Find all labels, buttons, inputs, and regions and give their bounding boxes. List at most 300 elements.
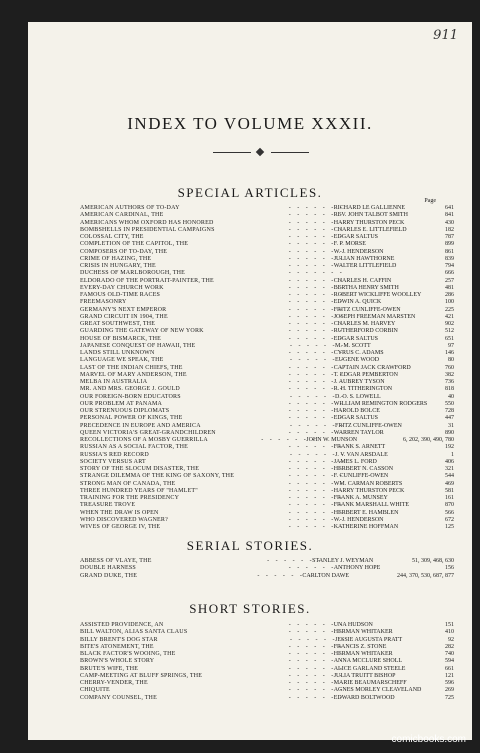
index-entry xyxy=(80,473,454,480)
index-entry xyxy=(80,357,454,364)
entry-author: HAROLD BOLCE xyxy=(333,408,380,414)
entry-author: HARRY THURSTON PECK xyxy=(333,219,405,226)
ornamental-divider xyxy=(213,148,309,156)
index-entry xyxy=(80,502,454,509)
entry-author: T. EDGAR PEMBERTON xyxy=(333,371,398,378)
entry-author: W. J. HENDERSON xyxy=(333,516,384,523)
entry-author: UNA HUDSON xyxy=(333,622,373,628)
index-entry xyxy=(80,459,454,466)
index-entry xyxy=(80,488,454,495)
leader-dashes: - - - - - - - xyxy=(257,572,311,579)
entry-title: JAPANESE CONQUEST OF HAWAII, THE xyxy=(80,342,196,349)
entry-title: OUR FOREIGN-BORN EDUCATORS xyxy=(80,393,181,400)
entry-author: CHARLES M. HARVEY xyxy=(333,321,396,327)
entry-author: JESSIE AUGUSTA PRATT xyxy=(335,636,403,643)
index-entry xyxy=(80,328,454,335)
entry-page-number: 672 xyxy=(445,516,454,523)
leader-dashes: - - - - - - - xyxy=(288,658,343,665)
entry-page-number: 269 xyxy=(445,687,454,694)
entry-author: J. V. VAN ARSDALE xyxy=(335,451,388,458)
entry-page-number: 861 xyxy=(445,248,454,255)
leader-dashes: - - - - - - - xyxy=(288,263,343,269)
section-heading-serial: SERIAL STORIES. xyxy=(186,538,314,553)
entry-page-number: 870 xyxy=(445,502,454,509)
entry-page-number: 581 xyxy=(445,487,454,494)
leader-dashes: - - - - - - - xyxy=(267,558,321,564)
leader-dashes: - - - - - - - xyxy=(290,393,344,400)
leader-dashes: - - - - - - - xyxy=(288,415,343,422)
leader-dashes: - - - - - - - xyxy=(288,680,343,686)
index-entry xyxy=(80,401,454,408)
entry-author: FRANK S. ARNETT xyxy=(333,444,386,451)
index-entry xyxy=(80,336,454,343)
leader-dashes: - - - - - - - xyxy=(288,458,343,465)
index-entry xyxy=(80,666,454,673)
index-entry xyxy=(80,415,454,422)
entry-author: WARREN TAYLOR xyxy=(333,429,384,436)
index-entry xyxy=(80,307,454,314)
page-column-label: Page xyxy=(424,198,436,204)
entry-page-number: 594 xyxy=(445,658,454,665)
entry-author: EDGAR SALTUS xyxy=(333,234,378,240)
leader-dashes: - - - - - - - xyxy=(290,357,344,364)
leader-dashes: - - - - - - - xyxy=(288,429,343,436)
index-entry xyxy=(80,256,454,263)
leader-dashes: - - - - - - - xyxy=(288,408,343,414)
leader-dashes: - - - - - - - xyxy=(288,255,343,262)
entry-author: EDWARD BOLTWOOD xyxy=(333,694,395,701)
leader-dashes: - - - - - - - xyxy=(288,248,343,255)
entry-author: FRANK MARSHALL WHITE xyxy=(333,502,410,509)
entry-page-number: 92 xyxy=(448,636,454,643)
entry-page-number: 321 xyxy=(445,466,454,472)
index-entry xyxy=(80,220,454,227)
entry-author: ALICE GARLAND STEELE xyxy=(333,665,406,672)
entry-author xyxy=(334,270,445,277)
index-entry xyxy=(80,481,454,488)
entry-page-number: 382 xyxy=(445,371,454,378)
entry-title: BRUTE'S WIFE, THE xyxy=(80,665,139,672)
index-entry xyxy=(80,452,454,459)
entry-page-number: 80 xyxy=(448,357,454,364)
index-entry xyxy=(80,212,454,219)
entry-page-number: 740 xyxy=(445,651,454,657)
entry-title: HOUSE OF BISMARCK, THE xyxy=(80,335,161,342)
entry-page-number: 794 xyxy=(445,263,454,269)
entry-author: F. P. MORSE xyxy=(333,241,366,248)
index-entry xyxy=(80,651,454,658)
entry-title: SOCIETY VERSUS ART xyxy=(80,458,146,465)
entry-author: JAMES L. FORD xyxy=(333,458,377,465)
index-entry xyxy=(80,565,454,572)
entry-page-number: 818 xyxy=(445,386,454,393)
entry-author: D. O. S. LOWELL xyxy=(335,393,381,400)
leader-dashes: - - - - - - - xyxy=(288,694,343,701)
index-entry xyxy=(80,234,454,241)
entry-author: FRITZ CUNLIFFE-OWEN xyxy=(335,422,402,429)
section-heading-special: SPECIAL ARTICLES. xyxy=(177,185,323,200)
leader-dashes: - - - - - - - xyxy=(261,437,315,443)
index-entry xyxy=(80,444,454,451)
special-articles-list xyxy=(80,205,454,531)
index-entry xyxy=(80,629,454,636)
entry-title: RECOLLECTIONS OF A MOSBY GUERRILLA xyxy=(80,437,208,443)
leader-dashes: - - - - - - - xyxy=(288,487,343,494)
entry-page-number: 161 xyxy=(445,495,454,501)
entry-title: DUCHESS OF MARLBOROUGH, THE xyxy=(80,270,185,277)
entry-title: STRANGE DILEMMA OF THE KING OF SAXONY, THE xyxy=(80,473,235,480)
index-entry xyxy=(80,299,454,306)
entry-title: CRIME OF HAZING, THE xyxy=(80,255,152,262)
leader-dashes: - - - - - - - xyxy=(288,284,343,291)
entry-author: MARIE BEAUMARSCHEFF xyxy=(333,680,407,686)
entry-title: QUEEN VICTORIA'S GREAT-GRANDCHILDREN xyxy=(80,429,216,436)
watermark: comicbooks.com xyxy=(391,734,466,745)
entry-page-number: 760 xyxy=(445,364,454,371)
entry-author: ANNA MCCLURE SHOLL xyxy=(333,658,403,665)
entry-title: AMERICAN CARDINAL, THE xyxy=(80,212,164,219)
index-entry xyxy=(80,510,454,517)
entry-author: J. AUBREY TYSON xyxy=(333,379,385,385)
entry-page-number: 430 xyxy=(445,219,454,226)
index-entry xyxy=(80,343,454,350)
leader-dashes: - - - - - - - xyxy=(288,219,343,226)
entry-page-number: 151 xyxy=(445,622,454,628)
entry-title: GUARDING THE GATEWAY OF NEW YORK xyxy=(80,328,204,335)
entry-title: RUSSIA'S RED RECORD xyxy=(80,451,149,458)
index-entry xyxy=(80,673,454,680)
index-entry xyxy=(80,386,454,393)
leader-dashes: - - - - - - - xyxy=(288,672,343,679)
entry-title: COMPANY COUNSEL, THE xyxy=(80,694,157,701)
entry-author: WALTER LITTLEFIELD xyxy=(333,263,397,269)
leader-dashes: - - - - - - - xyxy=(288,234,343,240)
leader-dashes: - - - - - - - xyxy=(288,473,343,480)
entry-title: LANGUAGE WE SPEAK, THE xyxy=(80,357,164,364)
entry-title: BROWN'S WHOLE STORY xyxy=(80,658,155,665)
entry-author: JULIA TRUITT BISHOP xyxy=(333,672,396,679)
entry-page-number: 282 xyxy=(445,643,454,650)
index-entry xyxy=(80,517,454,524)
leader-dashes: - - - - - - - xyxy=(288,364,343,371)
entry-page-number: 544 xyxy=(445,473,454,480)
leader-dashes: - - - - - - - xyxy=(288,241,343,248)
entry-title: GRAND CIRCUIT IN 1904, THE xyxy=(80,313,168,320)
leader-dashes: - - - - - - - xyxy=(288,205,343,211)
entry-page-number: 125 xyxy=(445,524,454,530)
leader-dashes: - - - - - - - xyxy=(288,502,343,509)
entry-author: FRANK A. MUNSEY xyxy=(333,495,388,501)
entry-title: STORY OF THE SLOCUM DISASTER, THE xyxy=(80,466,200,472)
index-entry xyxy=(80,321,454,328)
leader-dashes: - - - - - - - xyxy=(288,306,343,313)
leader-dashes: - - - - - - - xyxy=(288,371,343,378)
index-entry xyxy=(80,622,454,629)
entry-title: CHIQUITE xyxy=(80,687,110,694)
entry-author: HERMAN WHITAKER xyxy=(333,629,393,636)
entry-page-number: 902 xyxy=(445,321,454,327)
index-entry xyxy=(80,430,454,437)
entry-page-number: 651 xyxy=(445,335,454,342)
entry-title: TREASURE TROVE xyxy=(80,502,136,509)
entry-author: HERBERT E. HAMBLEN xyxy=(333,509,399,516)
entry-title: FAMOUS OLD-TIME RACES xyxy=(80,292,161,298)
entry-title: FREEMASONRY xyxy=(80,299,127,306)
leader-dashes: - - - - - - - xyxy=(290,342,344,349)
entry-title: COMPLETION OF THE CAPITOL, THE xyxy=(80,241,189,248)
entry-author: EUGENE WOOD xyxy=(335,357,380,364)
leader-dashes: - - - - - - - xyxy=(288,687,343,694)
leader-dashes: - - - - - - - xyxy=(288,400,343,407)
entry-page-number: 1 xyxy=(451,451,454,458)
entry-page-number: 787 xyxy=(445,234,454,240)
entry-author: EDGAR SALTUS xyxy=(333,415,378,422)
index-entry xyxy=(80,350,454,357)
entry-author: CAPTAIN JACK CRAWFORD xyxy=(333,364,411,371)
index-entry xyxy=(80,466,454,473)
entry-title: ELDORADO OF THE PORTRAIT-PAINTER, THE xyxy=(80,277,214,284)
leader-dashes: - - - - - - - xyxy=(288,643,343,650)
entry-title: CAMP-MEETING AT BLUFF SPRINGS, THE xyxy=(80,672,203,679)
entry-author: FRITZ CUNLIFFE-OWEN xyxy=(333,306,401,313)
entry-author: EDWIN A. QUICK xyxy=(333,299,382,306)
index-entry xyxy=(80,292,454,299)
entry-page-number: 447 xyxy=(445,415,454,422)
index-page xyxy=(28,22,472,740)
index-entry xyxy=(80,558,454,565)
entry-page-number: 156 xyxy=(445,565,454,572)
leader-dashes: - - - - - - - xyxy=(290,636,344,643)
entry-author: CHARLES H. CAFFIN xyxy=(333,277,392,284)
entry-page-number: 512 xyxy=(445,328,454,335)
entry-title: LANDS STILL UNKNOWN xyxy=(80,350,155,356)
entry-title: GRAND DUKE, THE xyxy=(80,572,138,579)
entry-page-number: 146 xyxy=(445,350,454,356)
leader-dashes: - - - - - - - xyxy=(288,516,343,523)
leader-dashes: - - - - - - - xyxy=(288,321,343,327)
leader-dashes: - - - - - - - xyxy=(288,350,343,356)
short-stories-list xyxy=(80,622,454,702)
entry-title: RUSSIAN AS A SOCIAL FACTOR, THE xyxy=(80,444,189,451)
entry-author: RUTHERFORD CORBIN xyxy=(333,328,398,335)
entry-title: PRECEDENCE IN EUROPE AND AMERICA xyxy=(80,422,201,429)
entry-title: BOMBSHELLS IN PRESIDENTIAL CAMPAIGNS xyxy=(80,226,215,233)
leader-dashes: - - - - - - - xyxy=(288,212,343,219)
entry-title: PERSONAL POWER OF KINGS, THE xyxy=(80,415,183,422)
index-entry xyxy=(80,205,454,212)
entry-author: RICHARD LE GALLIENNE xyxy=(333,205,406,211)
index-entry xyxy=(80,423,454,430)
entry-title: WIVES OF GEORGE IV, THE xyxy=(80,524,161,530)
entry-title: GERMANY'S NEXT EMPEROR xyxy=(80,306,167,313)
entry-page-number: 841 xyxy=(445,212,454,219)
entry-page-number: 192 xyxy=(445,444,454,451)
entry-page-number: 661 xyxy=(445,665,454,672)
entry-author: FRANCIS Z. STONE xyxy=(333,643,387,650)
entry-page-number: 666 xyxy=(445,270,454,277)
entry-author: R. H. TITHERINGTON xyxy=(333,386,393,393)
entry-author: HERBERT N. CASSON xyxy=(333,466,394,472)
entry-title: TRAINING FOR THE PRESIDENCY xyxy=(80,495,180,501)
index-entry xyxy=(80,241,454,248)
entry-title: MARVEL OF MARY ANDERSON, THE xyxy=(80,371,187,378)
index-entry xyxy=(80,658,454,665)
entry-author: HERMAN WHITAKER xyxy=(333,651,393,657)
page-title: INDEX TO VOLUME XXXII. xyxy=(127,114,373,133)
leader-dashes: - - - - - - - xyxy=(288,292,343,298)
entry-title: OUR STRENUOUS DIPLOMATS xyxy=(80,408,170,414)
entry-title: BITE'S ATONEMENT, THE xyxy=(80,643,154,650)
leader-dashes: - - - - - - - xyxy=(288,444,343,451)
index-entry xyxy=(80,249,454,256)
entry-page-number: 6, 202, 390, 490, 780 xyxy=(403,437,454,443)
leader-dashes: - - - - - - - xyxy=(288,270,343,277)
index-entry xyxy=(80,680,454,687)
index-entry xyxy=(80,394,454,401)
leader-dashes: - - - - - - - xyxy=(290,451,344,458)
entry-author: BERTHA HENRY SMITH xyxy=(333,284,399,291)
entry-page-number: 481 xyxy=(445,284,454,291)
entry-author: ROBERT WICKLIFFE WOOLLEY xyxy=(333,292,422,298)
entry-author: EDGAR SALTUS xyxy=(333,335,378,342)
entry-title: AMERICANS WHOM OXFORD HAS HONORED xyxy=(80,219,214,226)
entry-page-number: 899 xyxy=(445,241,454,248)
entry-author: WM. CARMAN ROBERTS xyxy=(333,480,403,487)
index-entry xyxy=(80,314,454,321)
leader-dashes: - - - - - - - xyxy=(288,651,343,657)
entry-author: JOHN W. MUNSON xyxy=(306,437,358,443)
entry-author: CHARLES E. LITTLEFIELD xyxy=(333,226,407,233)
leader-dashes: - - - - - - - xyxy=(288,313,343,320)
leader-dashes: - - - - - - - xyxy=(288,466,343,472)
entry-author: WILLIAM REMINGTON RODGERS xyxy=(333,400,428,407)
leader-dashes: - - - - - - - xyxy=(288,480,343,487)
entry-title: ASSISTED PROVIDENCE, AN xyxy=(80,622,164,628)
index-entry xyxy=(80,495,454,502)
entry-page-number: 286 xyxy=(445,292,454,298)
leader-dashes: - - - - - - - xyxy=(288,665,343,672)
index-entry xyxy=(80,270,454,277)
entry-author: W. J. HENDERSON xyxy=(333,248,384,255)
entry-page-number: 121 xyxy=(445,672,454,679)
leader-dashes: - - - - - - - xyxy=(288,328,343,335)
index-entry xyxy=(80,687,454,694)
entry-page-number: 97 xyxy=(448,342,454,349)
leader-dashes: - - - - - - - xyxy=(290,422,344,429)
entry-page-number: 421 xyxy=(445,313,454,320)
entry-page-number: 596 xyxy=(445,680,454,686)
leader-dashes: - - - - - - - xyxy=(288,565,343,572)
entry-title: LAST OF THE INDIAN CHIEFS, THE xyxy=(80,364,183,371)
entry-title: MELBA IN AUSTRALIA xyxy=(80,379,148,385)
entry-title: MR. AND MRS. GEORGE J. GOULD xyxy=(80,386,180,393)
entry-title: GREAT SOUTHWEST, THE xyxy=(80,321,156,327)
entry-author: M. M. SCOTT xyxy=(335,342,371,349)
entry-title: STRONG MAN OF CANADA, THE xyxy=(80,480,176,487)
leader-dashes: - - - - - - - xyxy=(288,524,343,530)
entry-title: OUR PROBLEM AT PANAMA xyxy=(80,400,163,407)
entry-page-number: 839 xyxy=(445,255,454,262)
entry-page-number: 225 xyxy=(445,306,454,313)
entry-page-number: 890 xyxy=(445,429,454,436)
index-entry xyxy=(80,408,454,415)
entry-title: WHO DISCOVERED WAGNER? xyxy=(80,516,168,523)
entry-title: THREE HUNDRED YEARS OF "HAMLET" xyxy=(80,487,198,494)
entry-title: WHEN THE DRAW IS OPEN xyxy=(80,509,159,516)
index-entry xyxy=(80,365,454,372)
entry-title: CRISIS IN HUNGARY, THE xyxy=(80,263,156,269)
entry-page-number: 406 xyxy=(445,458,454,465)
leader-dashes: - - - - - - - xyxy=(288,277,343,284)
entry-author: JOSEPH FREEMAN MARSTEN xyxy=(333,313,416,320)
entry-page-number: 51, 309, 468, 630 xyxy=(412,558,454,564)
leader-dashes: - - - - - - - xyxy=(288,622,343,628)
index-entry xyxy=(80,573,454,580)
entry-author: AGNES MORLEY CLEAVELAND xyxy=(333,687,422,694)
index-entry xyxy=(80,285,454,292)
entry-page-number: 31 xyxy=(448,422,454,429)
entry-title: ABBESS OF VLAYE, THE xyxy=(80,558,152,564)
index-entry xyxy=(80,524,454,531)
entry-page-number: 566 xyxy=(445,509,454,516)
index-entry xyxy=(80,263,454,270)
entry-page-number: 182 xyxy=(445,226,454,233)
entry-author: REV. JOHN TALBOT SMITH xyxy=(333,212,408,219)
index-entry xyxy=(80,437,454,444)
index-entry xyxy=(80,644,454,651)
entry-author: KATHERINE HOFFMAN xyxy=(333,524,399,530)
index-entry xyxy=(80,372,454,379)
entry-page-number: 550 xyxy=(445,400,454,407)
entry-title: COMPOSERS OF TO-DAY, THE xyxy=(80,248,168,255)
entry-author: F. CUNLIFFE-OWEN xyxy=(333,473,389,480)
leader-dashes: - - - - - - - xyxy=(288,335,343,342)
index-entry xyxy=(80,278,454,285)
index-entry xyxy=(80,227,454,234)
entry-title: BILL WALTON, ALIAS SANTA CLAUS xyxy=(80,629,188,636)
entry-page-number: 100 xyxy=(445,299,454,306)
entry-author: CYRUS C. ADAMS xyxy=(333,350,384,356)
entry-author: STANLEY J. WEYMAN xyxy=(312,558,374,564)
index-entry xyxy=(80,637,454,644)
entry-author: ANTHONY HOPE xyxy=(333,565,381,572)
entry-title: EVERY-DAY CHURCH WORK xyxy=(80,284,164,291)
entry-title: BLACK FACTOR'S WOOING, THE xyxy=(80,651,176,657)
entry-page-number: 244, 370, 530, 687, 877 xyxy=(397,572,454,579)
leader-dashes: - - - - - - - xyxy=(288,509,343,516)
serial-stories-list xyxy=(80,558,454,580)
entry-title: CHERRY-VENDER, THE xyxy=(80,680,148,686)
entry-page-number: 40 xyxy=(448,393,454,400)
entry-page-number: 728 xyxy=(445,408,454,414)
leader-dashes: - - - - - - - xyxy=(288,379,343,385)
entry-page-number: 641 xyxy=(445,205,454,211)
entry-page-number: 725 xyxy=(445,694,454,701)
entry-title: AMERICAN AUTHORS OF TO-DAY xyxy=(80,205,180,211)
section-heading-short: SHORT STORIES. xyxy=(189,601,311,616)
entry-title: BILLY BRENT'S DOG STAR xyxy=(80,636,158,643)
entry-title: COLOSSAL CITY, THE xyxy=(80,234,144,240)
index-entry xyxy=(80,695,454,702)
entry-page-number: 469 xyxy=(445,480,454,487)
leader-dashes: - - - - - - - xyxy=(288,299,343,306)
entry-page-number: 257 xyxy=(445,277,454,284)
leader-dashes: - - - - - - - xyxy=(288,495,343,501)
handwritten-page-number: 911 xyxy=(433,28,458,43)
leader-dashes: - - - - - - - xyxy=(288,629,343,636)
entry-page-number: 410 xyxy=(445,629,454,636)
entry-author: HARRY THURSTON PECK xyxy=(333,487,405,494)
